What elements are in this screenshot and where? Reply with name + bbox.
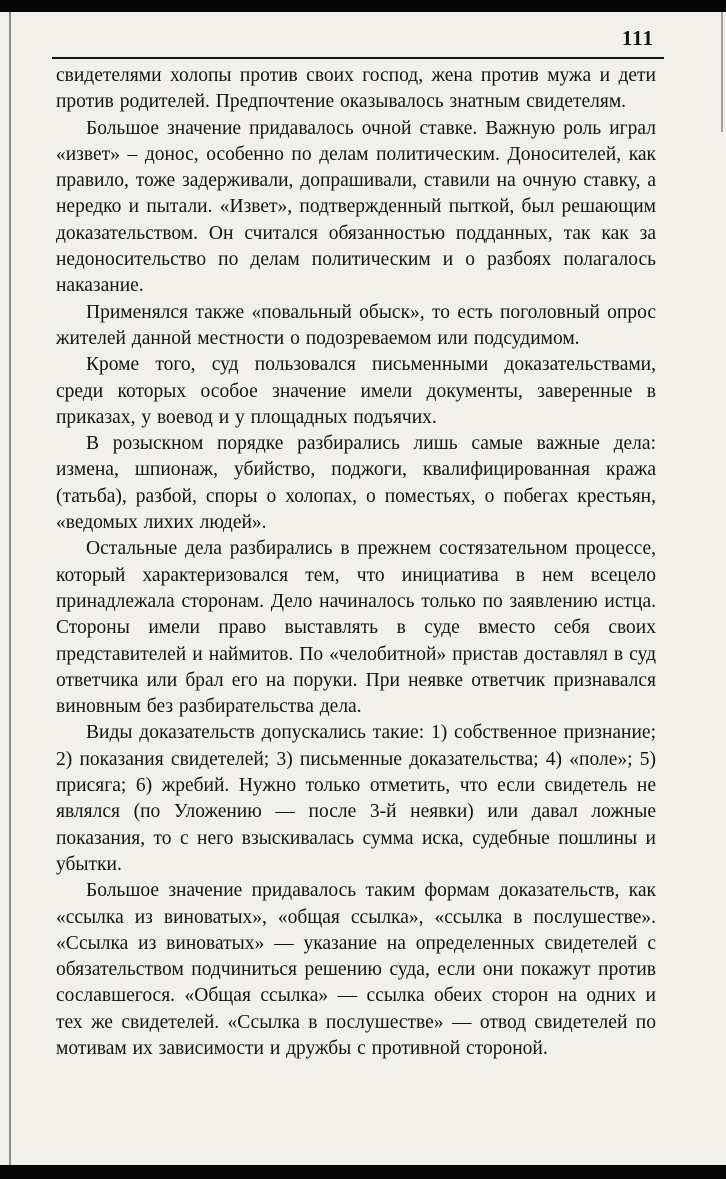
header-rule xyxy=(52,57,664,59)
paragraph: Остальные дела разбирались в прежнем состязательном процессе, который характеризовался тем, что инициатива в нем всецело принадлежала сторонам. Дело начиналось только по заявлению истца. Стороны имели право выставлять в суде вместо себя своих представителей и наймитов. По «челобитной» пристав доставлял в суд ответчика или брал его на поруки. При неявке ответчик признавался виновным без разбирательства дела. xyxy=(56,538,656,718)
page-text-block xyxy=(56,63,656,1062)
paragraph: Кроме того, суд пользовался письменными доказательствами, среди которых особое значение имели документы, заверенные в приказах, у воевод и у площадных подъячих. xyxy=(56,354,656,428)
scan-edge-left xyxy=(9,12,11,1165)
scan-edge-top xyxy=(0,0,726,12)
paragraph: Большое значение придавалось очной ставке. Важную роль играл «извет» – донос, особенно по делам политическим. Доносителей, как правило, тоже задерживали, допрашивали, ставили на очную ставку, а нередко и пытали. «Извет», подтвержденный пыткой, был решающим доказательством. Он считался обязанностью подданных, так как за недоносительство по делам политическим и о разбоях полагалось наказание. xyxy=(56,117,656,297)
paragraph: Применялся также «повальный обыск», то есть поголовный опрос жителей данной местности о подозреваемом или подсудимом. xyxy=(56,301,656,349)
page-number: 111 xyxy=(621,26,654,50)
paragraph: В розыскном порядке разбирались лишь самые важные дела: измена, шпионаж, убийство, поджоги, квалифицированная кража (татьба), разбой, споры о холопах, о поместьях, о побегах крестьян, «ведомых лихих людей». xyxy=(56,433,656,534)
paragraph: свидетелями холопы против своих господ, жена против мужа и дети против родителей. Предпочтение оказывалось знатным свидетелям. xyxy=(56,65,656,113)
scan-edge-bottom xyxy=(0,1165,726,1179)
scan-edge-right xyxy=(721,12,723,132)
paragraph: Большое значение придавалось таким формам доказательств, как «ссылка из виноватых», «общая ссылка», «ссылка в послушестве». «Ссылка из виноватых» — указание на определенных свидетелей с обязательством подчиниться решению суда, если они покажут против сославшегося. «Общая ссылка» — ссылка обеих сторон на одних и тех же свидетелей. «Ссылка в послушестве» — отвод свидетелей по мотивам их зависимости и дружбы с противной стороной. xyxy=(56,880,656,1059)
paragraph: Виды доказательств допускались такие: 1) собственное признание; 2) показания свидетелей; 3) письменные доказательства; 4) «поле»; 5) присяга; 6) жребий. Нужно только отметить, что если свидетель не являлся (по Уложению — после 3-й неявки) или давал ложные показания, то с него взыскивалась сумма иска, судебные пошлины и убытки. xyxy=(56,722,656,875)
